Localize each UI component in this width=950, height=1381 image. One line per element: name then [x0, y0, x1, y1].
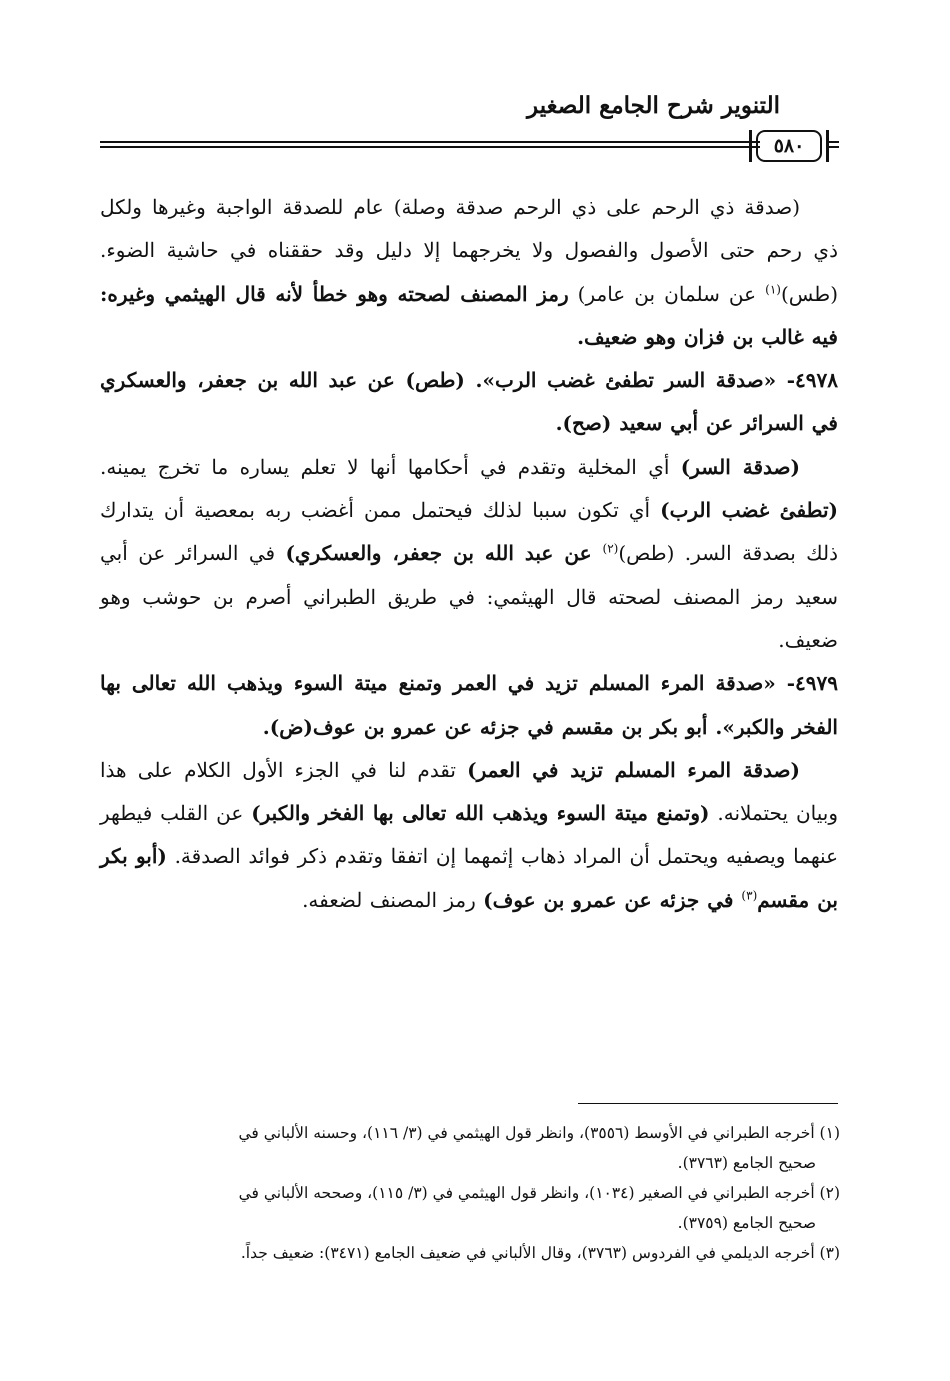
hadith-4978: ٤٩٧٨- «صدقة السر تطفئ غضب الرب». (طص) عن عبد الله بن جعفر، والعسكري في السرائر عن أبي سعيد (صح).	[100, 368, 838, 436]
footnote-ref-1: (١)	[765, 281, 781, 296]
page-number-bracket-left	[749, 130, 752, 162]
footnote-ref-3: (٣)	[741, 888, 758, 903]
paragraph-commentary-3: (صدقة المرء المسلم تزيد في العمر) تقدم لنا في الجزء الأول الكلام على هذا وبيان يحتملانه. (وتمنع ميتة السوء ويذهب الله تعالى بها الفخر والكبر) عن القلب فيطهر عنهما ويصفيه ويحتمل أن المراد ذهاب إثمهما إن اتفقا وتقدم ذكر فوائد الصدقة. (أبو بكر بن مقسم$^{(٣)}$ في جزئه عن عمرو بن عوف) رمز المصنف لضعفه.	[100, 757, 839, 912]
footnote-ref-2: (٢)	[602, 541, 619, 556]
running-header-title: التنوير شرح الجامع الصغير	[527, 92, 780, 119]
hadith-4979: ٤٩٧٩- «صدقة المرء المسلم تزيد في العمر وتمنع ميتة السوء ويذهب الله تعالى بها الفخر والكبر». أبو بكر بن مقسم في جزئه عن عمرو بن عوف(ض).	[100, 671, 838, 739]
paragraph-commentary-2: (صدقة السر) أي المخلية وتقدم في أحكامها أنها لا تعلم يساره ما تخرج يمينه. (تطفئ غضب الرب) أي تكون سببا لذلك فيحتمل ممن أغضب ربه بمعصية أن يتدارك ذلك بصدقة السر. (طص)$^{(٢)}$ عن عبد الله بن جعفر، والعسكري) في السرائر عن أبي سعيد رمز المصنف لصحته قال الهيثمي: في طريق الطبراني أصرم بن حوشب وهو ضعيف.	[100, 454, 839, 652]
page-number-mark-top	[829, 141, 839, 143]
footnote-1: (١) أخرجه الطبراني في الأوسط (٣٥٥٦)، وانظر قول الهيثمي في (٣/ ١١٦)، وحسنه الألباني في	[238, 1124, 840, 1142]
page-number: ٥٨٠	[756, 130, 822, 162]
footnote-2: (٢) أخرجه الطبراني في الصغير (١٠٣٤)، وانظر قول الهيثمي في (٣/ ١١٥)، وصححه الألباني في	[238, 1184, 840, 1202]
header-rule-bottom	[100, 146, 760, 148]
footnote-3: (٣) أخرجه الديلمي في الفردوس (٣٧٦٣)، وقال الألباني في ضعيف الجامع (٣٤٧١): ضعيف جداً.	[240, 1244, 840, 1262]
paragraph-commentary-1: (صدقة ذي الرحم على ذي الرحم صدقة وصلة) عام للصدقة الواجبة وغيرها ولكل ذي رحم حتى الأصول والفصول ولا يخرجهما إلا دليل وقد حققناه في حاشية الضوء. (طس)$^{(١)}$ عن سلمان بن عامر) رمز المصنف لصحته وهو خطأ لأنه قال الهيثمي وغيره: فيه غالب بن فزان وهو ضعيف.	[100, 195, 838, 349]
main-text	[100, 186, 838, 922]
header-rule-top	[100, 141, 760, 143]
footnotes	[100, 1118, 840, 1268]
footnote-1-continuation: صحيح الجامع (٣٧٦٣).	[677, 1154, 816, 1172]
footnote-separator	[578, 1103, 838, 1104]
footnote-2-continuation: صحيح الجامع (٣٧٥٩).	[677, 1214, 816, 1232]
page-number-mark-bottom	[829, 146, 839, 148]
